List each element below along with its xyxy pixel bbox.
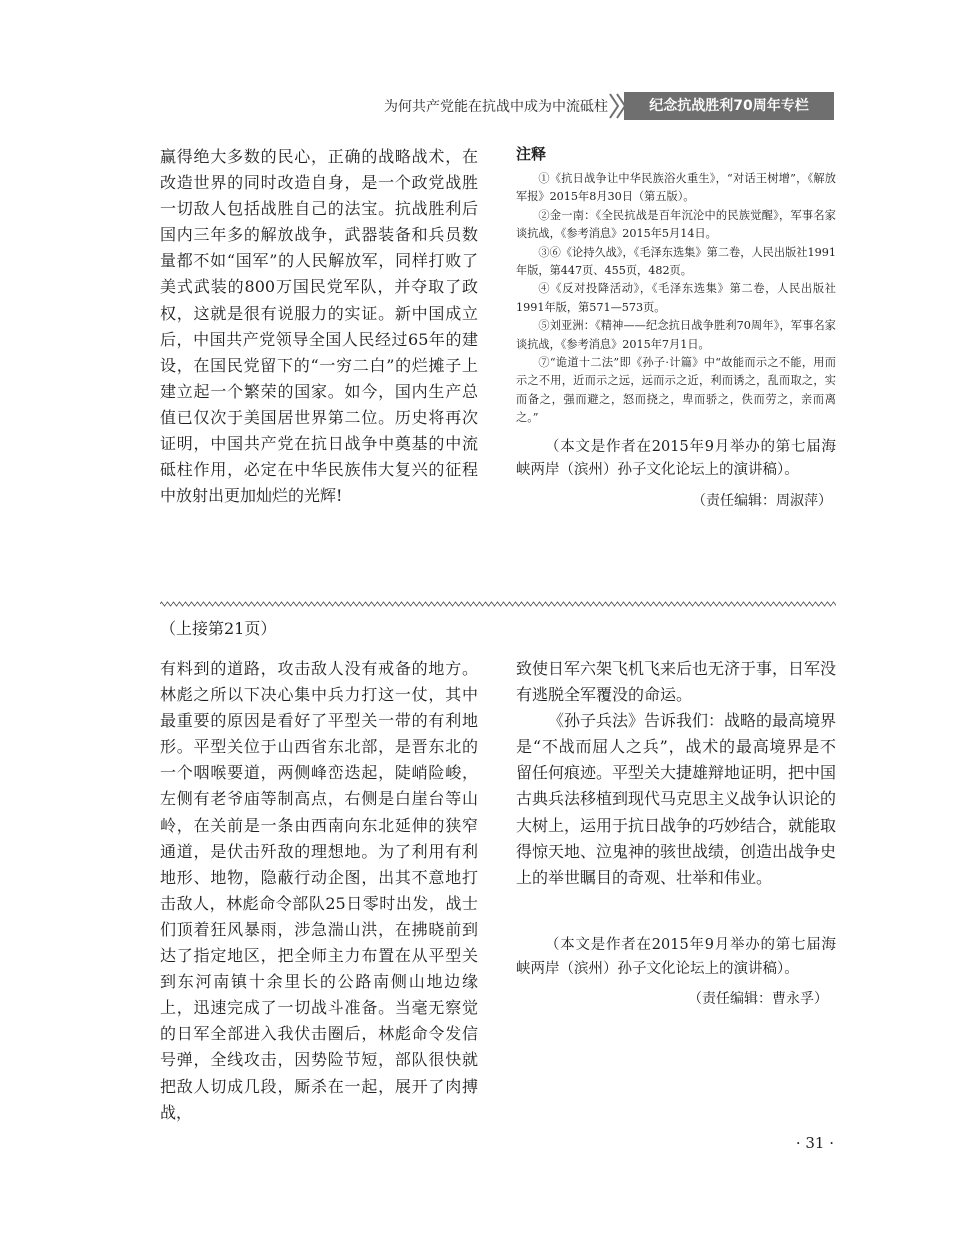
article-running-title: 为何共产党能在抗战中成为中流砥柱 [384,99,608,115]
responsible-editor: （责任编辑：周淑萍） [692,492,832,509]
author-note: （本文是作者在2015年9月举办的第七届海峡两岸（滨州）孙子文化论坛上的演讲稿）。 [516,936,836,977]
note-item: ⑦“诡道十二法”即《孙子·计篇》中“故能而示之不能，用而示之不用，近而示之远，远而示之近，利而诱之，乱而取之，实而备之，强而避之，怒而挠之，卑而骄之，佚而劳之，亲而离之。” [516,356,836,425]
author-note: （本文是作者在2015年9月举办的第七届海峡两岸（滨州）孙子文化论坛上的演讲稿）。 [516,438,836,479]
lower-left-column [160,656,478,1126]
page-header [160,92,834,120]
lower-right-column [516,656,836,1011]
note-item: ②金一南：《全民抗战是百年沉沦中的民族觉醒》，军事名家谈抗战，《参考消息》2015年5月14日。 [516,208,836,241]
body-paragraph: 《孙子兵法》告诉我们：战略的最高境界是“不战而屈人之兵”，战术的最高境界是不留任何痕迹。平型关大捷雄辩地证明，把中国古典兵法移植到现代马克思主义战争认识论的大树上，运用于抗日战争的巧妙结合，就能取得惊天地、泣鬼神的骇世战绩，创造出战争史上的举世瞩目的奇观、壮举和伟业。 [516,711,837,887]
body-paragraph: 致使日军六架飞机飞来后也无济于事，日军没有逃脱全军覆没的命运。 [516,659,837,705]
note-item: ③⑥《论持久战》，《毛泽东选集》第二卷，人民出版社1991年版，第447页、455页，482页。 [516,245,836,278]
upper-left-column [160,144,478,509]
notes-section [516,142,836,513]
note-item: ①《抗日战争让中华民族浴火重生》，“对话王树增”，《解放军报》2015年8月30日（第五版）。 [516,172,836,204]
section-divider [160,601,836,607]
continued-from-label: （上接第21页） [160,619,277,638]
note-item: ④《反对投降活动》，《毛泽东选集》第二卷，人民出版社1991年版，第571—573页。 [516,282,836,314]
body-paragraph: 赢得绝大多数的民心，正确的战略战术，在改造世界的同时改造自身，是一个政党战胜一切敌人包括战胜自己的法宝。抗战胜利后国内三年多的解放战争，武器装备和兵员数量都不如“国军”的人民解放军，同样打败了美式武装的800万国民党军队，并夺取了政权，这就是很有说服力的实证。新中国成立后，中国共产党领导全国人民经过65年的建设，在国民党留下的“一穷二白”的烂摊子上建立起一个繁荣的国家。如今，国内生产总值已仅次于美国居世界第二位。历史将再次证明，中国共产党在抗日战争中奠基的中流砥柱作用，必定在中华民族伟大复兴的征程中放射出更加灿烂的光辉! [160,147,478,506]
responsible-editor: （责任编辑：曹永孚） [688,990,828,1007]
body-paragraph: 有料到的道路，攻击敌人没有戒备的地方。林彪之所以下决心集中兵力打这一仗，其中最重要的原因是看好了平型关一带的有利地形。平型关位于山西省东北部，是晋东北的一个咽喉要道，两侧峰峦迭起，陡峭险峻，左侧有老爷庙等制高点，右侧是白崖台等山岭，在关前是一条由西南向东北延伸的狭窄通道，是伏击歼敌的理想地。为了利用有利地形、地物，隐蔽行动企图，出其不意地打击敌人，林彪命令部队25日零时出发，战士们顶着狂风暴雨，涉急湍山洪，在拂晓前到达了指定地区，把全师主力布置在从平型关到东河南镇十余里长的公路南侧山地边缘上，迅速完成了一切战斗准备。当毫无察觉的日军全部进入我伏击圈后，林彪命令发信号弹，全线攻击，因势险节短，部队很快就把敌人切成几段，厮杀在一起，展开了肉搏战， [160,659,478,1122]
column-tag: 纪念抗战胜利70周年专栏 [624,92,834,120]
notes-title: 注释 [516,145,547,163]
note-item: ⑤刘亚洲：《精神——纪念抗日战争胜利70周年》，军事名家谈抗战，《参考消息》2015年7月1日。 [516,319,836,351]
page-number: · 31 · [795,1134,834,1152]
